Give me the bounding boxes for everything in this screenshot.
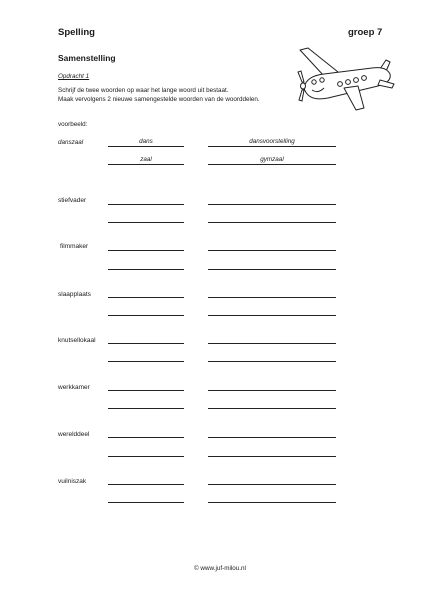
example-part1-line (108, 146, 184, 147)
section-title: Samenstelling (58, 53, 116, 63)
answer-line[interactable] (108, 204, 184, 205)
answer-line[interactable] (108, 343, 184, 344)
exercise-word: filmmaker (60, 243, 89, 250)
instruction-line-1: Schrijf de twee woorden op waar het lange woord uit bestaat. (58, 87, 229, 94)
example-part1: dans (139, 138, 153, 145)
example-new2: gymzaal (260, 156, 284, 163)
exercise-word: stiefvader (58, 197, 87, 204)
group-label: groep 7 (348, 27, 383, 38)
answer-line[interactable] (108, 315, 184, 316)
exercise-word: slaapplaats (58, 291, 91, 298)
answer-line[interactable] (208, 297, 336, 298)
answer-line[interactable] (108, 222, 184, 223)
answer-line[interactable] (108, 437, 184, 438)
exercise-word: vuilniszak (58, 478, 87, 485)
airplane-icon (294, 42, 396, 114)
instruction-line-2: Maak vervolgens 2 nieuwe samengestelde woorden van de woorddelen. (58, 96, 260, 103)
answer-line[interactable] (208, 456, 336, 457)
answer-line[interactable] (108, 297, 184, 298)
answer-line[interactable] (208, 250, 336, 251)
answer-line[interactable] (108, 269, 184, 270)
exercise-word: knutsellokaal (58, 337, 96, 344)
answer-line[interactable] (108, 250, 184, 251)
example-label: voorbeeld: (58, 121, 88, 128)
answer-line[interactable] (208, 390, 336, 391)
answer-line[interactable] (108, 408, 184, 409)
example-part2-line (108, 164, 184, 165)
subject-title: Spelling (58, 27, 95, 38)
answer-line[interactable] (208, 204, 336, 205)
example-new1: dansvoorstelling (249, 138, 295, 145)
answer-line[interactable] (208, 222, 336, 223)
answer-line[interactable] (208, 408, 336, 409)
footer-credit: © www.juf-milou.nl (194, 565, 246, 572)
answer-line[interactable] (108, 502, 184, 503)
exercise-word: werelddeel (58, 431, 90, 438)
answer-line[interactable] (108, 456, 184, 457)
answer-line[interactable] (208, 502, 336, 503)
example-part2: zaal (140, 156, 152, 163)
example-new2-line (208, 164, 336, 165)
answer-line[interactable] (208, 343, 336, 344)
answer-line[interactable] (208, 315, 336, 316)
answer-line[interactable] (108, 390, 184, 391)
answer-line[interactable] (208, 437, 336, 438)
example-new1-line (208, 146, 336, 147)
answer-line[interactable] (208, 484, 336, 485)
assignment-label: Opdracht 1 (58, 73, 90, 80)
answer-line[interactable] (108, 361, 184, 362)
answer-line[interactable] (208, 361, 336, 362)
answer-line[interactable] (108, 484, 184, 485)
exercise-word: werkkamer (58, 384, 90, 391)
answer-line[interactable] (208, 269, 336, 270)
example-word: danszaal (58, 139, 84, 146)
